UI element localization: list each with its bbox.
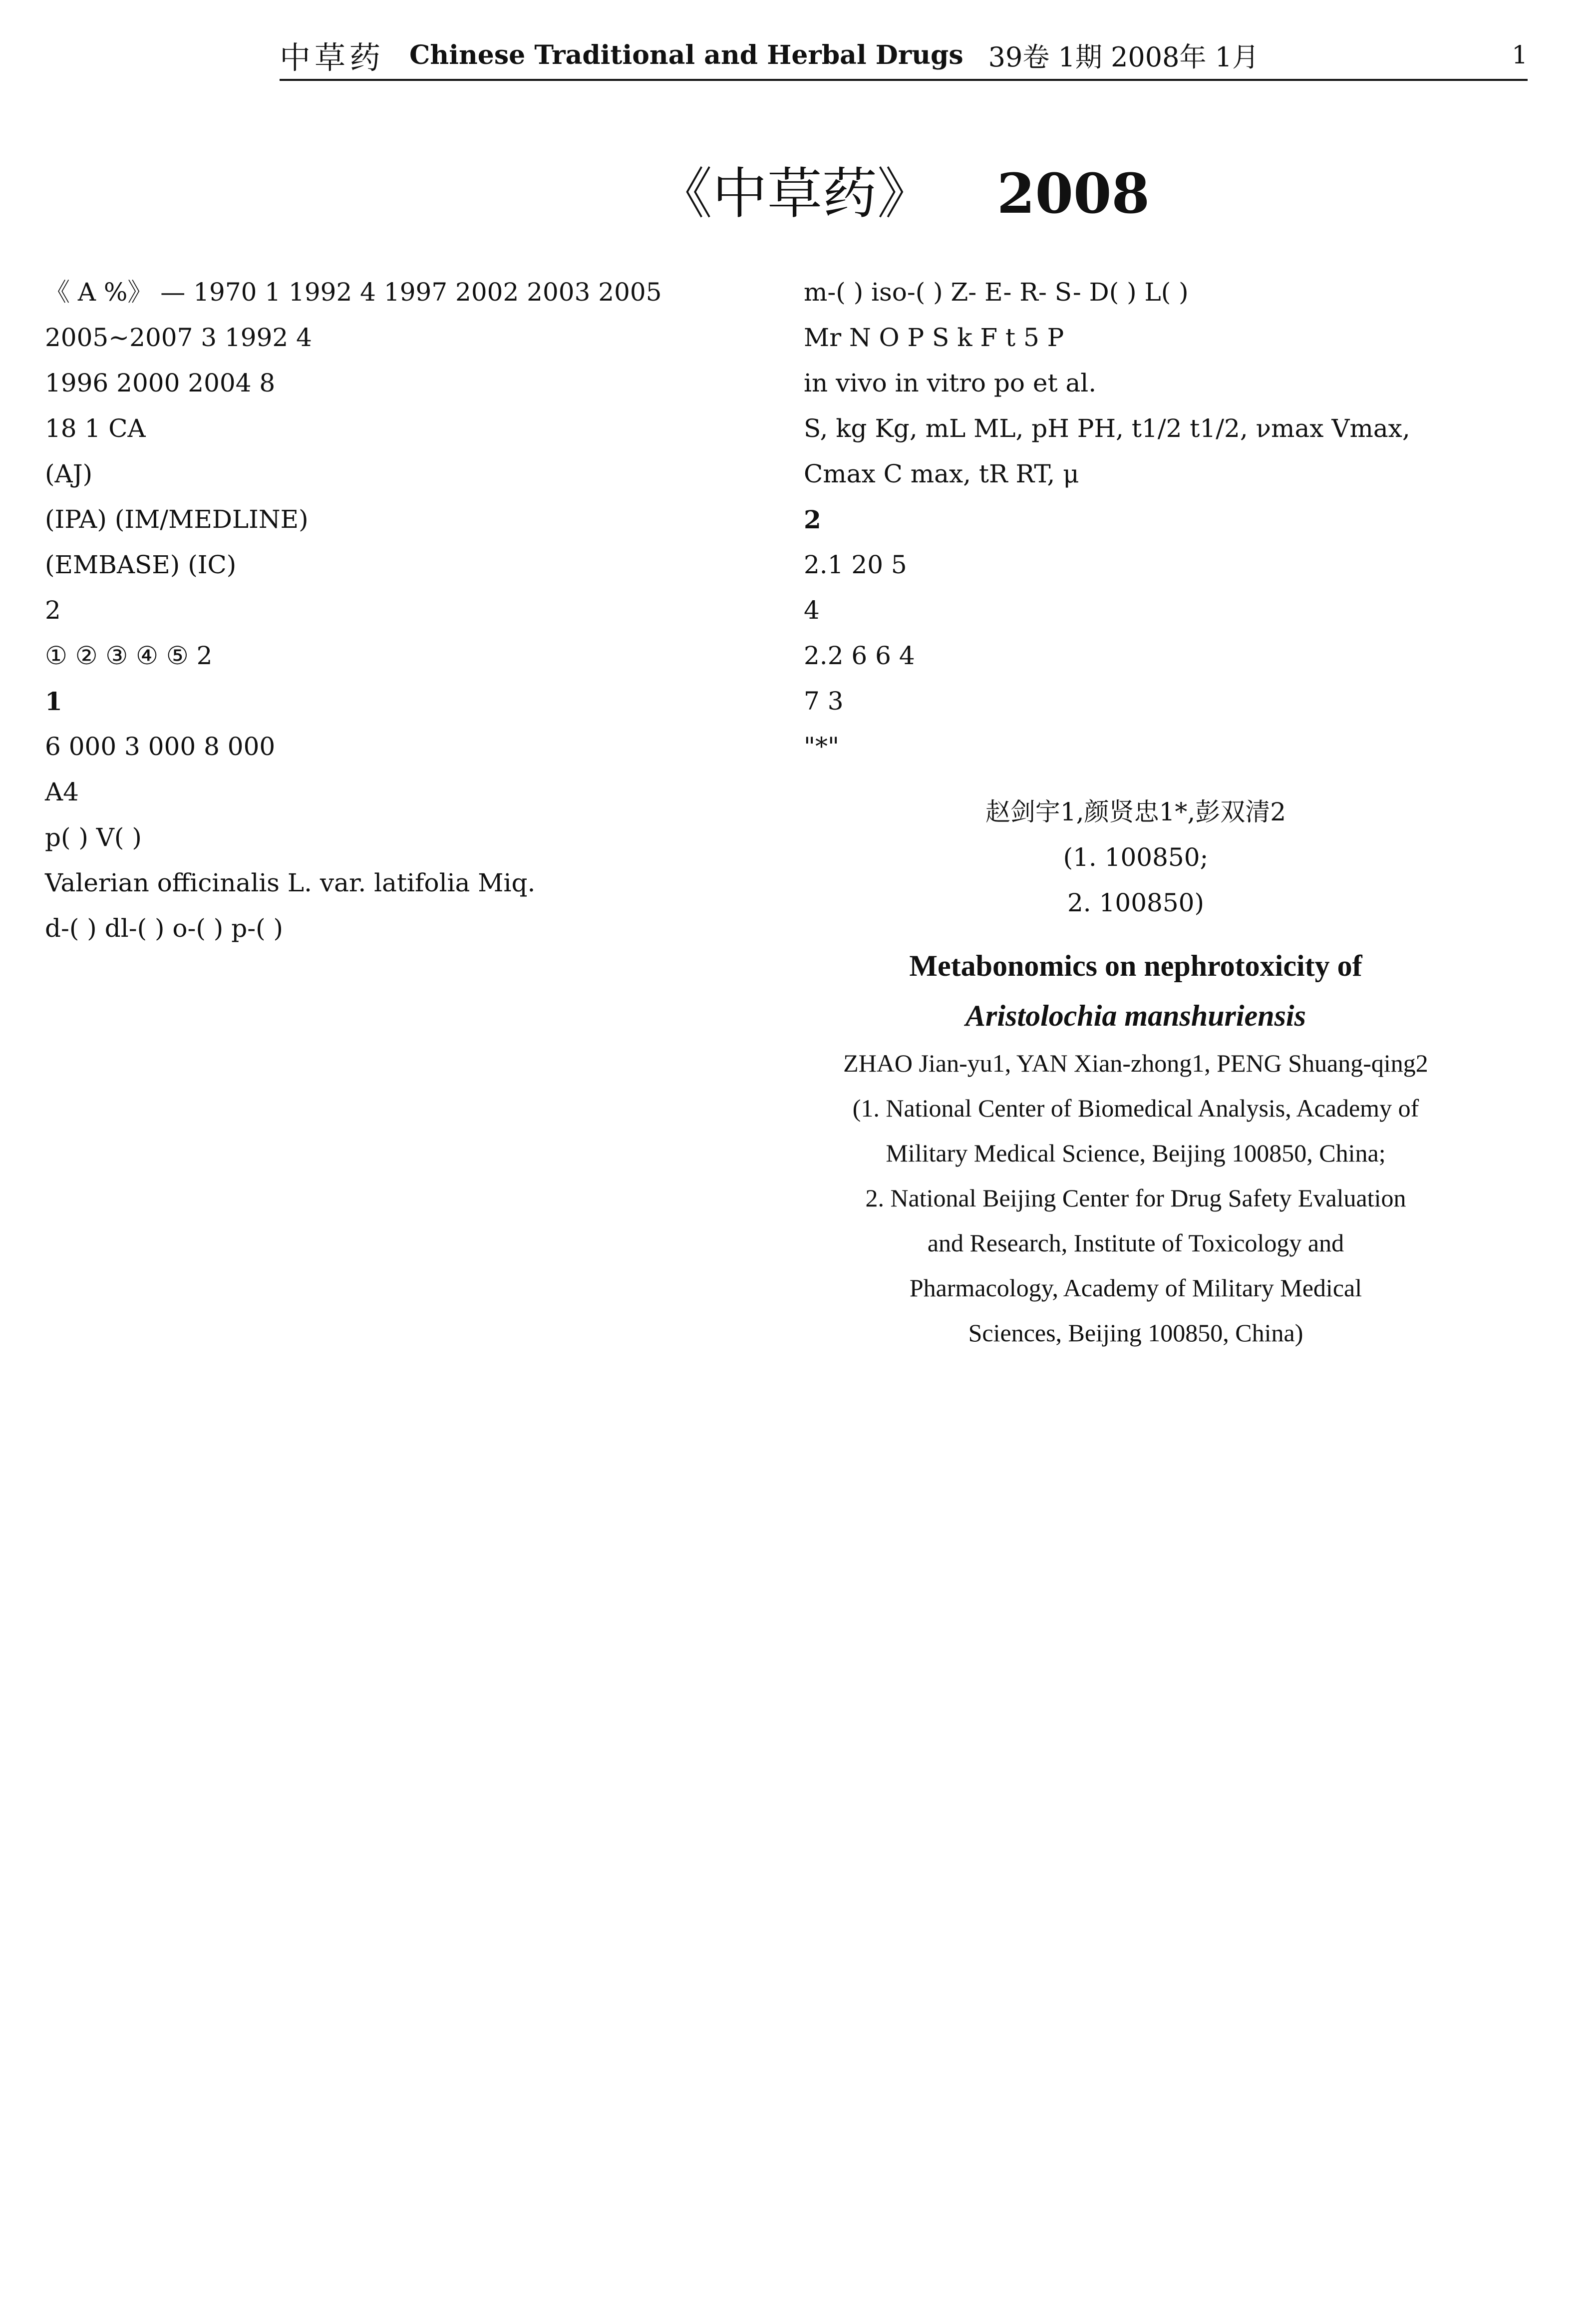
authors-cn: 赵剑宇1,颜贤忠1*,彭双清2 xyxy=(985,797,1286,826)
left-para-14: d-( ) dl-( ) o-( ) p-( ) xyxy=(45,914,284,943)
left-para-2: 2005~2007 3 1992 4 xyxy=(45,323,312,352)
journal-name-en: Chinese Traditional and Herbal Drugs xyxy=(409,39,963,70)
page-title xyxy=(280,150,1528,229)
authors-en: ZHAO Jian-yu1, YAN Xian-zhong1, PENG Shuang-qing2 xyxy=(843,1049,1428,1077)
left-para-8: 2 xyxy=(45,596,61,625)
right-para-1: m-( ) iso-( ) Z- E- R- S- D( ) L( ) xyxy=(804,278,1189,307)
english-title-line-1: Metabonomics on nephrotoxicity of xyxy=(909,949,1362,982)
english-title-line-2: Aristolochia manshuriensis xyxy=(965,999,1306,1032)
left-para-5: (AJ) xyxy=(45,459,93,488)
left-para-10: 6 000 3 000 8 000 xyxy=(45,732,276,761)
left-para-4: 18 1 CA xyxy=(45,414,146,443)
right-para-7: 2.2 6 6 4 xyxy=(804,641,915,670)
right-para-8: 7 3 xyxy=(804,687,844,716)
left-para-12: p( ) V( ) xyxy=(45,823,142,852)
running-header xyxy=(280,30,1528,80)
title-year: 2008 xyxy=(996,161,1150,226)
left-para-9: ① ② ③ ④ ⑤ 2 xyxy=(45,641,213,670)
affiliation-en-4: and Research, Institute of Toxicology and xyxy=(927,1229,1344,1257)
affiliation-en-5: Pharmacology, Academy of Military Medical xyxy=(909,1274,1362,1302)
section-heading-2: 2 xyxy=(804,505,821,534)
left-para-13: Valerian officinalis L. var. latifolia Miq. xyxy=(45,868,536,897)
affiliation-en-3: 2. National Beijing Center for Drug Safety Evaluation xyxy=(865,1184,1406,1212)
affiliation-en-2: Military Medical Science, Beijing 100850, China; xyxy=(886,1139,1386,1167)
volume-issue: 39卷 1期 2008年 1月 xyxy=(988,41,1260,73)
left-para-11: A4 xyxy=(45,777,79,806)
right-para-6: 4 xyxy=(804,596,820,625)
affiliation-en-6: Sciences, Beijing 100850, China) xyxy=(968,1319,1303,1347)
title-journal: 《中草药》 xyxy=(657,162,932,226)
left-column xyxy=(45,270,709,951)
affiliation-en-1: (1. National Center of Biomedical Analysis, Academy of xyxy=(852,1094,1419,1122)
journal-name-cn: 中草药 xyxy=(280,39,385,76)
left-para-3: 1996 2000 2004 8 xyxy=(45,369,276,397)
section-heading-1: 1 xyxy=(45,687,62,716)
right-para-5: 2.1 20 5 xyxy=(804,550,907,579)
left-para-7: (EMBASE) (IC) xyxy=(45,550,237,579)
right-column xyxy=(804,270,1468,1355)
left-para-1: 《 A %》 — 1970 1 1992 4 1997 2002 2003 2005 xyxy=(45,278,662,307)
affiliation-cn-2: 2. 100850) xyxy=(1067,888,1204,917)
header-rule xyxy=(280,79,1528,81)
right-para-3: in vivo in vitro po et al. xyxy=(804,369,1097,397)
left-para-6: (IPA) (IM/MEDLINE) xyxy=(45,505,309,534)
right-para-9: "*" xyxy=(804,732,839,761)
affiliation-cn-1: (1. 100850; xyxy=(1063,843,1209,872)
right-para-2: Mr N O P S k F t 5 P xyxy=(804,323,1064,352)
page-number: 1 xyxy=(1512,40,1528,69)
right-para-4: S, kg Kg, mL ML, pH PH, t1/2 t1/2, νmax Vmax, Cmax C max, tR RT, μ xyxy=(804,414,1410,488)
